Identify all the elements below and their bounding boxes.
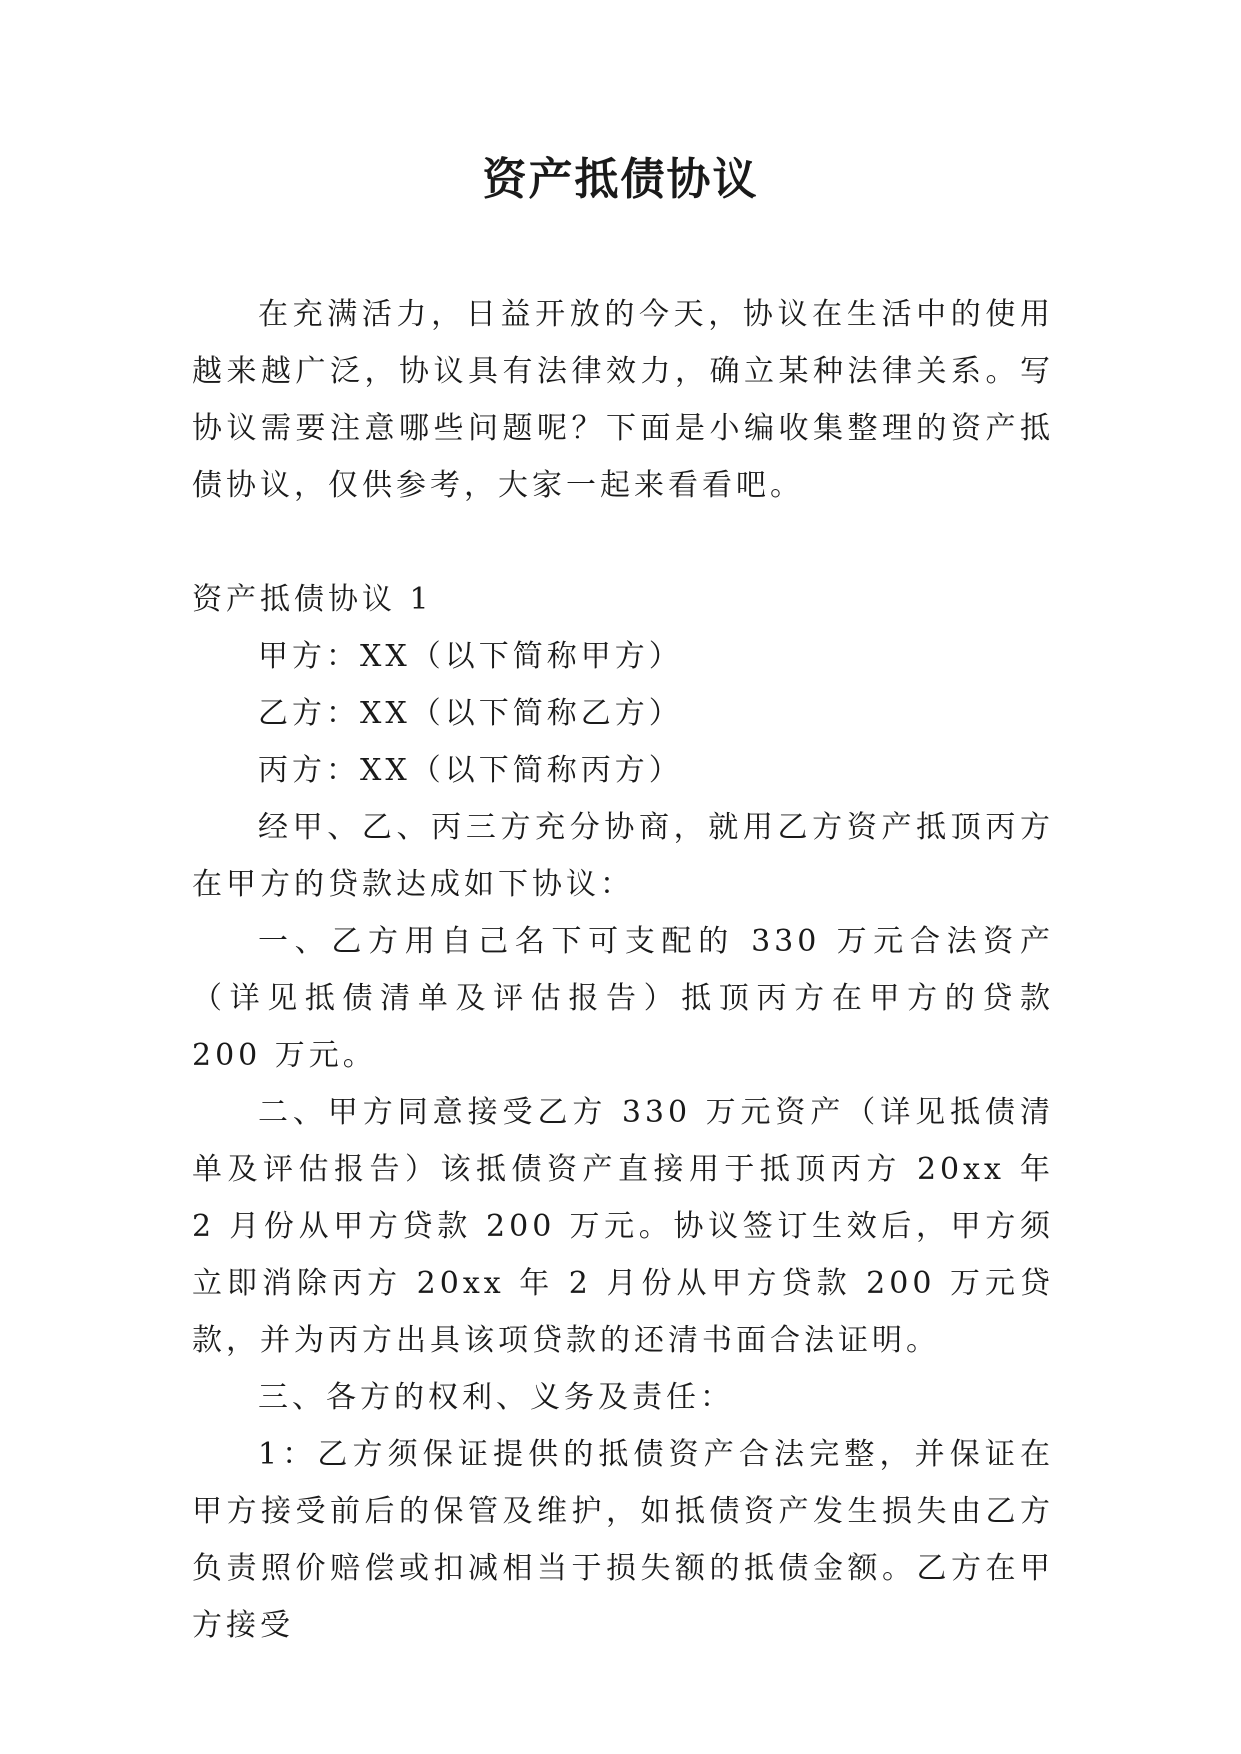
party-b-line: 乙方：XX（以下简称乙方） [258,696,683,731]
party-a-line: 甲方：XX（以下简称甲方） [258,639,683,674]
document-body [192,286,1054,1654]
preamble-paragraph: 经甲、乙、丙三方充分协商，就用乙方资产抵顶丙方在甲方的贷款达成如下协议： [192,810,1054,902]
document-title: 资产抵债协议 [482,154,759,205]
clause-3-1-paragraph: 1：乙方须保证提供的抵债资产合法完整，并保证在甲方接受前后的保管及维护，如抵债资产发生损失由乙方负责照价赔偿或扣减相当于损失额的抵债金额。乙方在甲方接受 [192,1437,1054,1643]
intro-paragraph: 在充满活力，日益开放的今天，协议在生活中的使用越来越广泛，协议具有法律效力，确立某种法律关系。写协议需要注意哪些问题呢？下面是小编收集整理的资产抵债协议，仅供参考，大家一起来看看吧。 [192,297,1054,503]
clause-2-paragraph: 二、甲方同意接受乙方 330 万元资产（详见抵债清单及评估报告）该抵债资产直接用于抵顶丙方 20xx 年 2 月份从甲方贷款 200 万元。协议签订生效后，甲方须立即消除丙方 20xx 年 2 月份从甲方贷款 200 万元贷款，并为丙方出具该项贷款的还清书面合法证明。 [192,1095,1054,1358]
clause-3-heading: 三、各方的权利、义务及责任： [258,1380,734,1415]
party-c-line: 丙方：XX（以下简称丙方） [258,753,683,788]
clause-1-paragraph: 一、乙方用自己名下可支配的 330 万元合法资产（详见抵债清单及评估报告）抵顶丙方在甲方的贷款 200 万元。 [192,924,1054,1073]
section-heading: 资产抵债协议 1 [192,582,433,617]
